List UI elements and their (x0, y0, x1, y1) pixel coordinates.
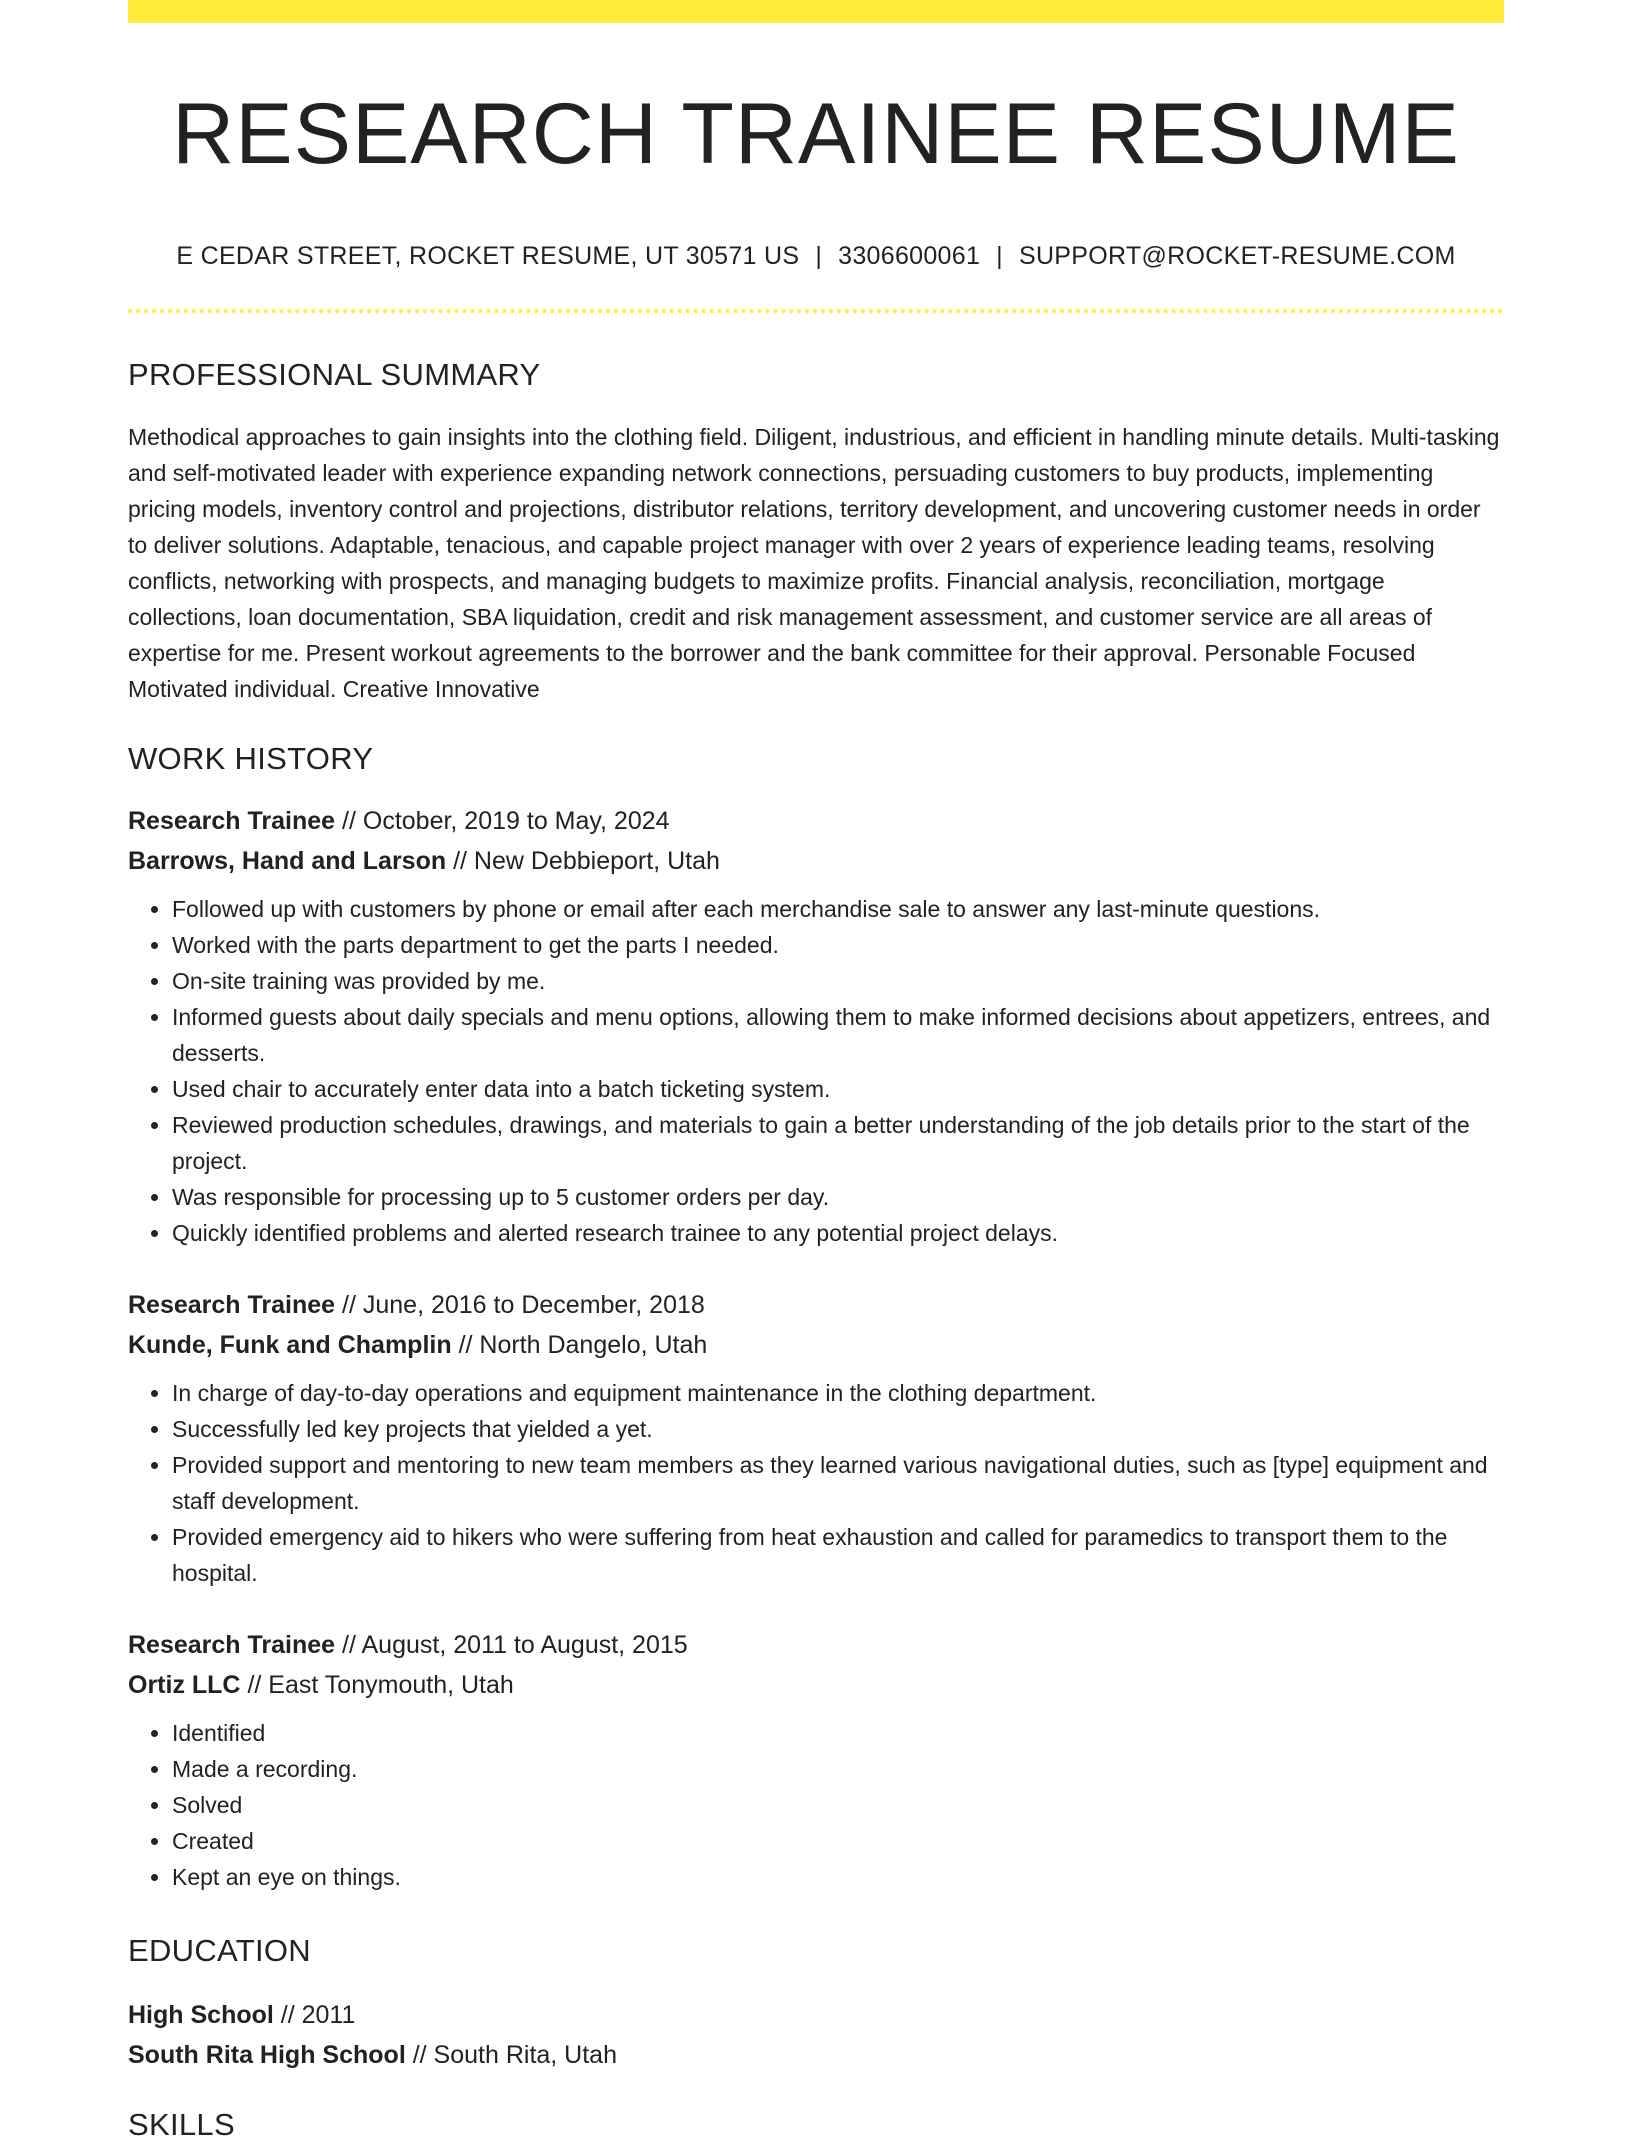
education-school-line (128, 2035, 1504, 2075)
bullet-item: • Informed guests about daily specials and menu options, allowing them to make informed decisions about appetizers, entrees, and desserts. (172, 999, 1504, 1071)
bullet-item: • Created (172, 1823, 1504, 1859)
bullet-item: • Identified (172, 1715, 1504, 1751)
contact-line (128, 242, 1504, 271)
education-heading: EDUCATION (128, 1933, 311, 1969)
bullet-item: • Successfully led key projects that yielded a yet. (172, 1411, 1504, 1447)
job-bullets (128, 1375, 1504, 1591)
bullet-item: • In charge of day-to-day operations and equipment maintenance in the clothing department. (172, 1375, 1504, 1411)
job-company: Barrows, Hand and Larson (128, 847, 447, 876)
bullet-item: • Provided emergency aid to hikers who were suffering from heat exhaustion and called for paramedics to transport them to the hospital. (172, 1519, 1504, 1591)
job-entry (128, 1285, 1504, 1591)
education-location: // South Rita, Utah (412, 2041, 617, 2070)
job-title: Research Trainee (128, 1291, 336, 1320)
job-company-line (128, 841, 1504, 881)
job-title: Research Trainee (128, 1631, 336, 1660)
job-company: Ortiz LLC (128, 1671, 241, 1700)
job-title: Research Trainee (128, 807, 336, 836)
bullet-item: • Provided support and mentoring to new team members as they learned various navigational duties, such as [type] equipment and staff development. (172, 1447, 1504, 1519)
contact-address: E CEDAR STREET, ROCKET RESUME, UT 30571 US (176, 242, 800, 271)
job-location: // North Dangelo, Utah (458, 1331, 708, 1360)
job-company: Kunde, Funk and Champlin (128, 1331, 452, 1360)
education-school: South Rita High School (128, 2041, 406, 2070)
job-title-line (128, 1625, 1504, 1665)
bullet-item: • Followed up with customers by phone or email after each merchandise sale to answer any last-minute questions. (172, 891, 1504, 927)
bullet-item: • Worked with the parts department to get the parts I needed. (172, 927, 1504, 963)
bullet-item: • On-site training was provided by me. (172, 963, 1504, 999)
education-degree: High School (128, 2001, 274, 2030)
job-bullets (128, 1715, 1504, 1895)
job-title-line (128, 1285, 1504, 1325)
bullet-item: • Made a recording. (172, 1751, 1504, 1787)
summary-text: Methodical approaches to gain insights into the clothing field. Diligent, industrious, and efficient in handling minute details. Multi-tasking and self-motivated leader with experience expanding network connections, persuading customers to buy products, implementing pricing models, inventory control and projections, distributor relations, territory development, and uncovering customer needs in order to deliver solutions. Adaptable, tenacious, and capable project manager with over 2 years of experience leading teams, resolving conflicts, networking with prospects, and managing budgets to maximize profits. Financial analysis, reconciliation, mortgage collections, loan documentation, SBA liquidation, credit and risk management assessment, and customer service are all areas of expertise for me. Present workout agreements to the borrower and the bank committee for their approval. Personable Focused Motivated individual. Creative Innovative (128, 424, 1500, 703)
education-year: // 2011 (280, 2001, 356, 2030)
job-location: // East Tonymouth, Utah (247, 1671, 514, 1700)
job-dates: // August, 2011 to August, 2015 (342, 1631, 688, 1660)
bullet-item: • Kept an eye on things. (172, 1859, 1504, 1895)
resume-page (128, 0, 1504, 2143)
job-dates: // October, 2019 to May, 2024 (342, 807, 670, 836)
job-location: // New Debbieport, Utah (453, 847, 720, 876)
bullet-item: • Reviewed production schedules, drawings, and materials to gain a better understanding of the job details prior to the start of the project. (172, 1107, 1504, 1179)
bullet-item: • Used chair to accurately enter data into a batch ticketing system. (172, 1071, 1504, 1107)
job-bullets (128, 891, 1504, 1251)
job-title-line (128, 801, 1504, 841)
contact-separator: | (996, 242, 1003, 271)
contact-email: SUPPORT@ROCKET-RESUME.COM (1018, 242, 1456, 271)
bullet-item: • Solved (172, 1787, 1504, 1823)
bullet-item: • Quickly identified problems and alerted research trainee to any potential project delays. (172, 1215, 1504, 1251)
education-degree-line (128, 1995, 1504, 2035)
resume-title: RESEARCH TRAINEE RESUME (172, 86, 1460, 182)
contact-phone: 3306600061 (838, 242, 981, 271)
work-history-heading: WORK HISTORY (128, 741, 374, 777)
contact-separator: | (815, 242, 823, 271)
job-company-line (128, 1325, 1504, 1365)
education-entry (128, 1995, 1504, 2075)
accent-top-bar (128, 0, 1504, 23)
bullet-item: • Was responsible for processing up to 5 customer orders per day. (172, 1179, 1504, 1215)
job-dates: // June, 2016 to December, 2018 (342, 1291, 705, 1320)
dotted-divider (128, 309, 1504, 313)
summary-heading: PROFESSIONAL SUMMARY (128, 357, 541, 393)
job-entry (128, 1625, 1504, 1895)
job-company-line (128, 1665, 1504, 1705)
skills-heading: SKILLS (128, 2107, 235, 2143)
job-entry (128, 801, 1504, 1251)
